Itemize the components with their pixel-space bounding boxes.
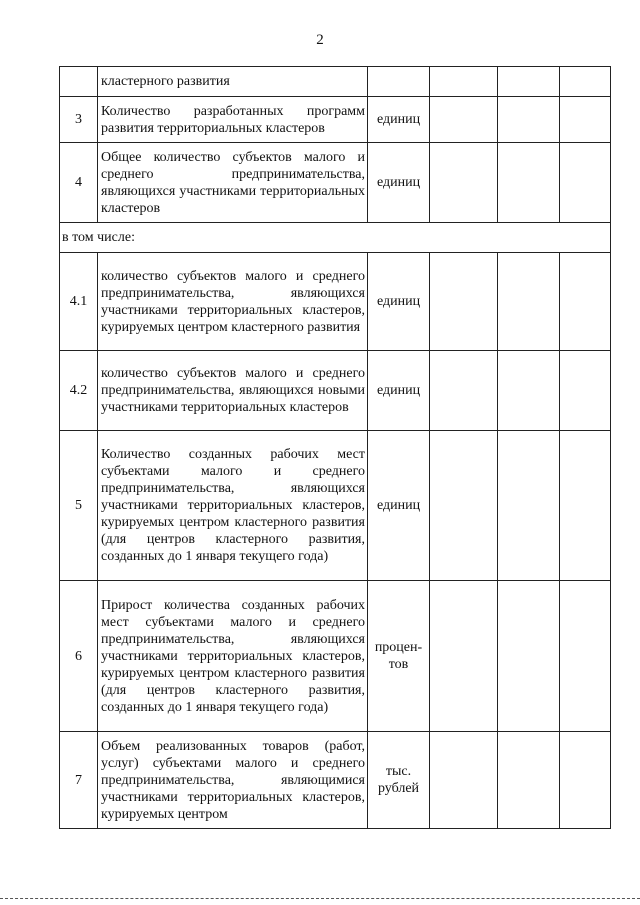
- row-description: Количество разработанных программ развития территориальных кластеров: [98, 97, 368, 143]
- empty-cell: [560, 143, 611, 223]
- empty-cell: [430, 143, 498, 223]
- empty-cell: [560, 732, 611, 829]
- row-description: Прирост количества созданных рабочих мест субъектами малого и среднего предпринимательства, являющихся участниками территориальных кластеров, курируемых центром кластерного развития (для центров кластерного развития, созданных до 1 января текущего года): [98, 581, 368, 732]
- page-number: 2: [316, 32, 324, 48]
- empty-cell: [430, 732, 498, 829]
- table-row: [60, 351, 611, 431]
- empty-cell: [430, 581, 498, 732]
- empty-cell: [498, 143, 560, 223]
- empty-cell: [560, 351, 611, 431]
- row-number: 6: [60, 581, 98, 732]
- section-row: [60, 223, 611, 253]
- empty-cell: [498, 351, 560, 431]
- empty-cell: [498, 67, 560, 97]
- row-unit: тыс. рублей: [368, 732, 430, 829]
- table-row: [60, 581, 611, 732]
- empty-cell: [498, 431, 560, 581]
- indicators-table: [59, 66, 611, 829]
- row-unit: единиц: [368, 253, 430, 351]
- empty-cell: [560, 97, 611, 143]
- empty-cell: [430, 67, 498, 97]
- row-description: Объем реализованных товаров (работ, услуг) субъектами малого и среднего предпринимательства, являющимися участниками территориальных кластеров, курируемых центром: [98, 732, 368, 829]
- row-number: 5: [60, 431, 98, 581]
- row-unit: [368, 67, 430, 97]
- table-row: [60, 732, 611, 829]
- row-number: 4: [60, 143, 98, 223]
- row-description: кластерного развития: [98, 67, 368, 97]
- empty-cell: [560, 253, 611, 351]
- row-number: 4.2: [60, 351, 98, 431]
- empty-cell: [560, 431, 611, 581]
- empty-cell: [560, 67, 611, 97]
- empty-cell: [430, 351, 498, 431]
- table-row: [60, 431, 611, 581]
- row-number: 7: [60, 732, 98, 829]
- row-number: 3: [60, 97, 98, 143]
- table-row: [60, 143, 611, 223]
- row-unit: единиц: [368, 431, 430, 581]
- empty-cell: [498, 97, 560, 143]
- row-number: [60, 67, 98, 97]
- row-description: Количество созданных рабочих мест субъектами малого и среднего предпринимательства, являющихся участниками территориальных кластеров, курируемых центром кластерного развития (для центров кластерного развития, созданных до 1 января текущего года): [98, 431, 368, 581]
- section-label: в том числе:: [60, 223, 611, 253]
- table-row: [60, 97, 611, 143]
- row-unit: единиц: [368, 351, 430, 431]
- empty-cell: [498, 581, 560, 732]
- empty-cell: [430, 97, 498, 143]
- row-unit: процен-тов: [368, 581, 430, 732]
- empty-cell: [430, 431, 498, 581]
- table-row: [60, 67, 611, 97]
- empty-cell: [498, 732, 560, 829]
- table-row: [60, 253, 611, 351]
- empty-cell: [430, 253, 498, 351]
- row-unit: единиц: [368, 97, 430, 143]
- empty-cell: [560, 581, 611, 732]
- empty-cell: [498, 253, 560, 351]
- footer-divider: [0, 898, 640, 899]
- row-number: 4.1: [60, 253, 98, 351]
- row-description: количество субъектов малого и среднего предпринимательства, являющихся новыми участниками территориальных кластеров: [98, 351, 368, 431]
- row-unit: единиц: [368, 143, 430, 223]
- row-description: Общее количество субъектов малого и среднего предпринимательства, являющихся участниками территориальных кластеров: [98, 143, 368, 223]
- row-description: количество субъектов малого и среднего предпринимательства, являющихся участниками территориальных кластеров, курируемых центром кластерного развития: [98, 253, 368, 351]
